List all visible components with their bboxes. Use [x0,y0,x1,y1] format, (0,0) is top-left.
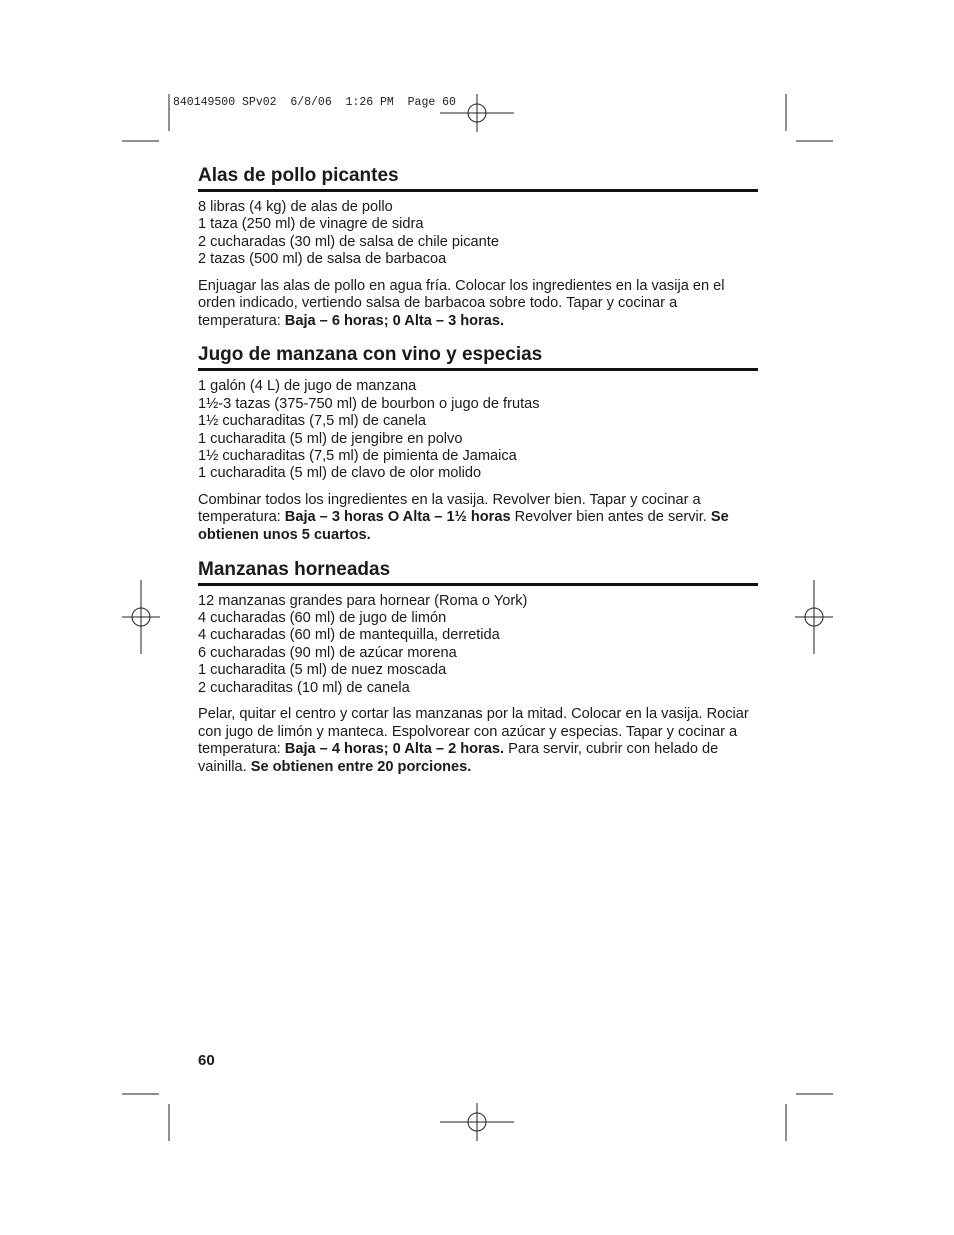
ingredient-item: 4 cucharadas (60 ml) de mantequilla, derretida [198,627,500,644]
recipe-instructions [198,492,758,545]
instruction-bold: Se obtienen entre 20 porciones. [250,758,472,775]
ingredient-item: 4 cucharadas (60 ml) de jugo de limón [198,610,447,627]
ingredient-item: 2 cucharadas (30 ml) de salsa de chile picante [198,233,499,250]
recipe-instructions [198,278,758,331]
recipe-section [198,165,758,330]
recipe-title: Manzanas horneadas [198,559,758,586]
ingredient-item: 1 taza (250 ml) de vinagre de sidra [198,216,424,233]
ingredient-item: 1½-3 tazas (375-750 ml) de bourbon o jugo de frutas [198,395,540,412]
recipe-instructions [198,706,758,776]
print-slug-line: 840149500 SPv02 6/8/06 1:26 PM Page 60 [173,96,456,109]
recipe-page-content [198,165,758,776]
instruction-text: Para servir, cubrir con helado de vainilla. [198,741,719,775]
ingredient-item: 1 cucharadita (5 ml) de nuez moscada [198,662,447,679]
page-number: 60 [198,1052,215,1069]
instruction-text: Revolver bien antes de servir. [510,509,711,526]
instruction-bold: Se obtienen unos 5 cuartos. [198,509,729,544]
instruction-text: Pelar, quitar el centro y cortar las manzanas por la mitad. Colocar en la vasija. Rociar con jugo de limón y manteca. Espolvorear con azúcar y especias. Tapar y cocinar a temperatura: [198,706,749,758]
recipe-section [198,559,758,777]
recipe-section [198,344,758,544]
ingredient-item: 12 manzanas grandes para hornear (Roma o York) [198,592,528,609]
instruction-text: Enjuagar las alas de pollo en agua fría. Colocar los ingredientes en la vasija en el orden indicado, vertiendo salsa de barbacoa sobre todo. Tapar y cocinar a temperatura: [198,277,725,329]
ingredient-item: 1½ cucharaditas (7,5 ml) de pimienta de Jamaica [198,448,517,465]
ingredient-list [198,378,758,482]
recipe-title: Alas de pollo picantes [198,165,758,192]
instruction-bold: Baja – 4 horas; 0 Alta – 2 horas. [284,741,505,758]
ingredient-item: 1 cucharadita (5 ml) de jengibre en polvo [198,430,463,447]
instruction-bold: Baja – 3 horas O Alta – 1½ horas [284,509,511,526]
ingredient-item: 1½ cucharaditas (7,5 ml) de canela [198,413,426,430]
ingredient-list [198,199,758,269]
ingredient-item: 8 libras (4 kg) de alas de pollo [198,199,393,215]
instruction-text: Combinar todos los ingredientes en la vasija. Revolver bien. Tapar y cocinar a temperatura: [198,491,701,526]
ingredient-item: 2 tazas (500 ml) de salsa de barbacoa [198,251,447,268]
ingredient-item: 1 cucharadita (5 ml) de clavo de olor molido [198,465,482,482]
ingredient-item: 2 cucharaditas (10 ml) de canela [198,679,410,696]
recipe-title: Jugo de manzana con vino y especias [198,344,758,371]
instruction-bold: Baja – 6 horas; 0 Alta – 3 horas. [284,312,505,329]
ingredient-item: 1 galón (4 L) de jugo de manzana [198,378,417,395]
ingredient-item: 6 cucharadas (90 ml) de azúcar morena [198,644,457,661]
ingredient-list [198,593,758,697]
